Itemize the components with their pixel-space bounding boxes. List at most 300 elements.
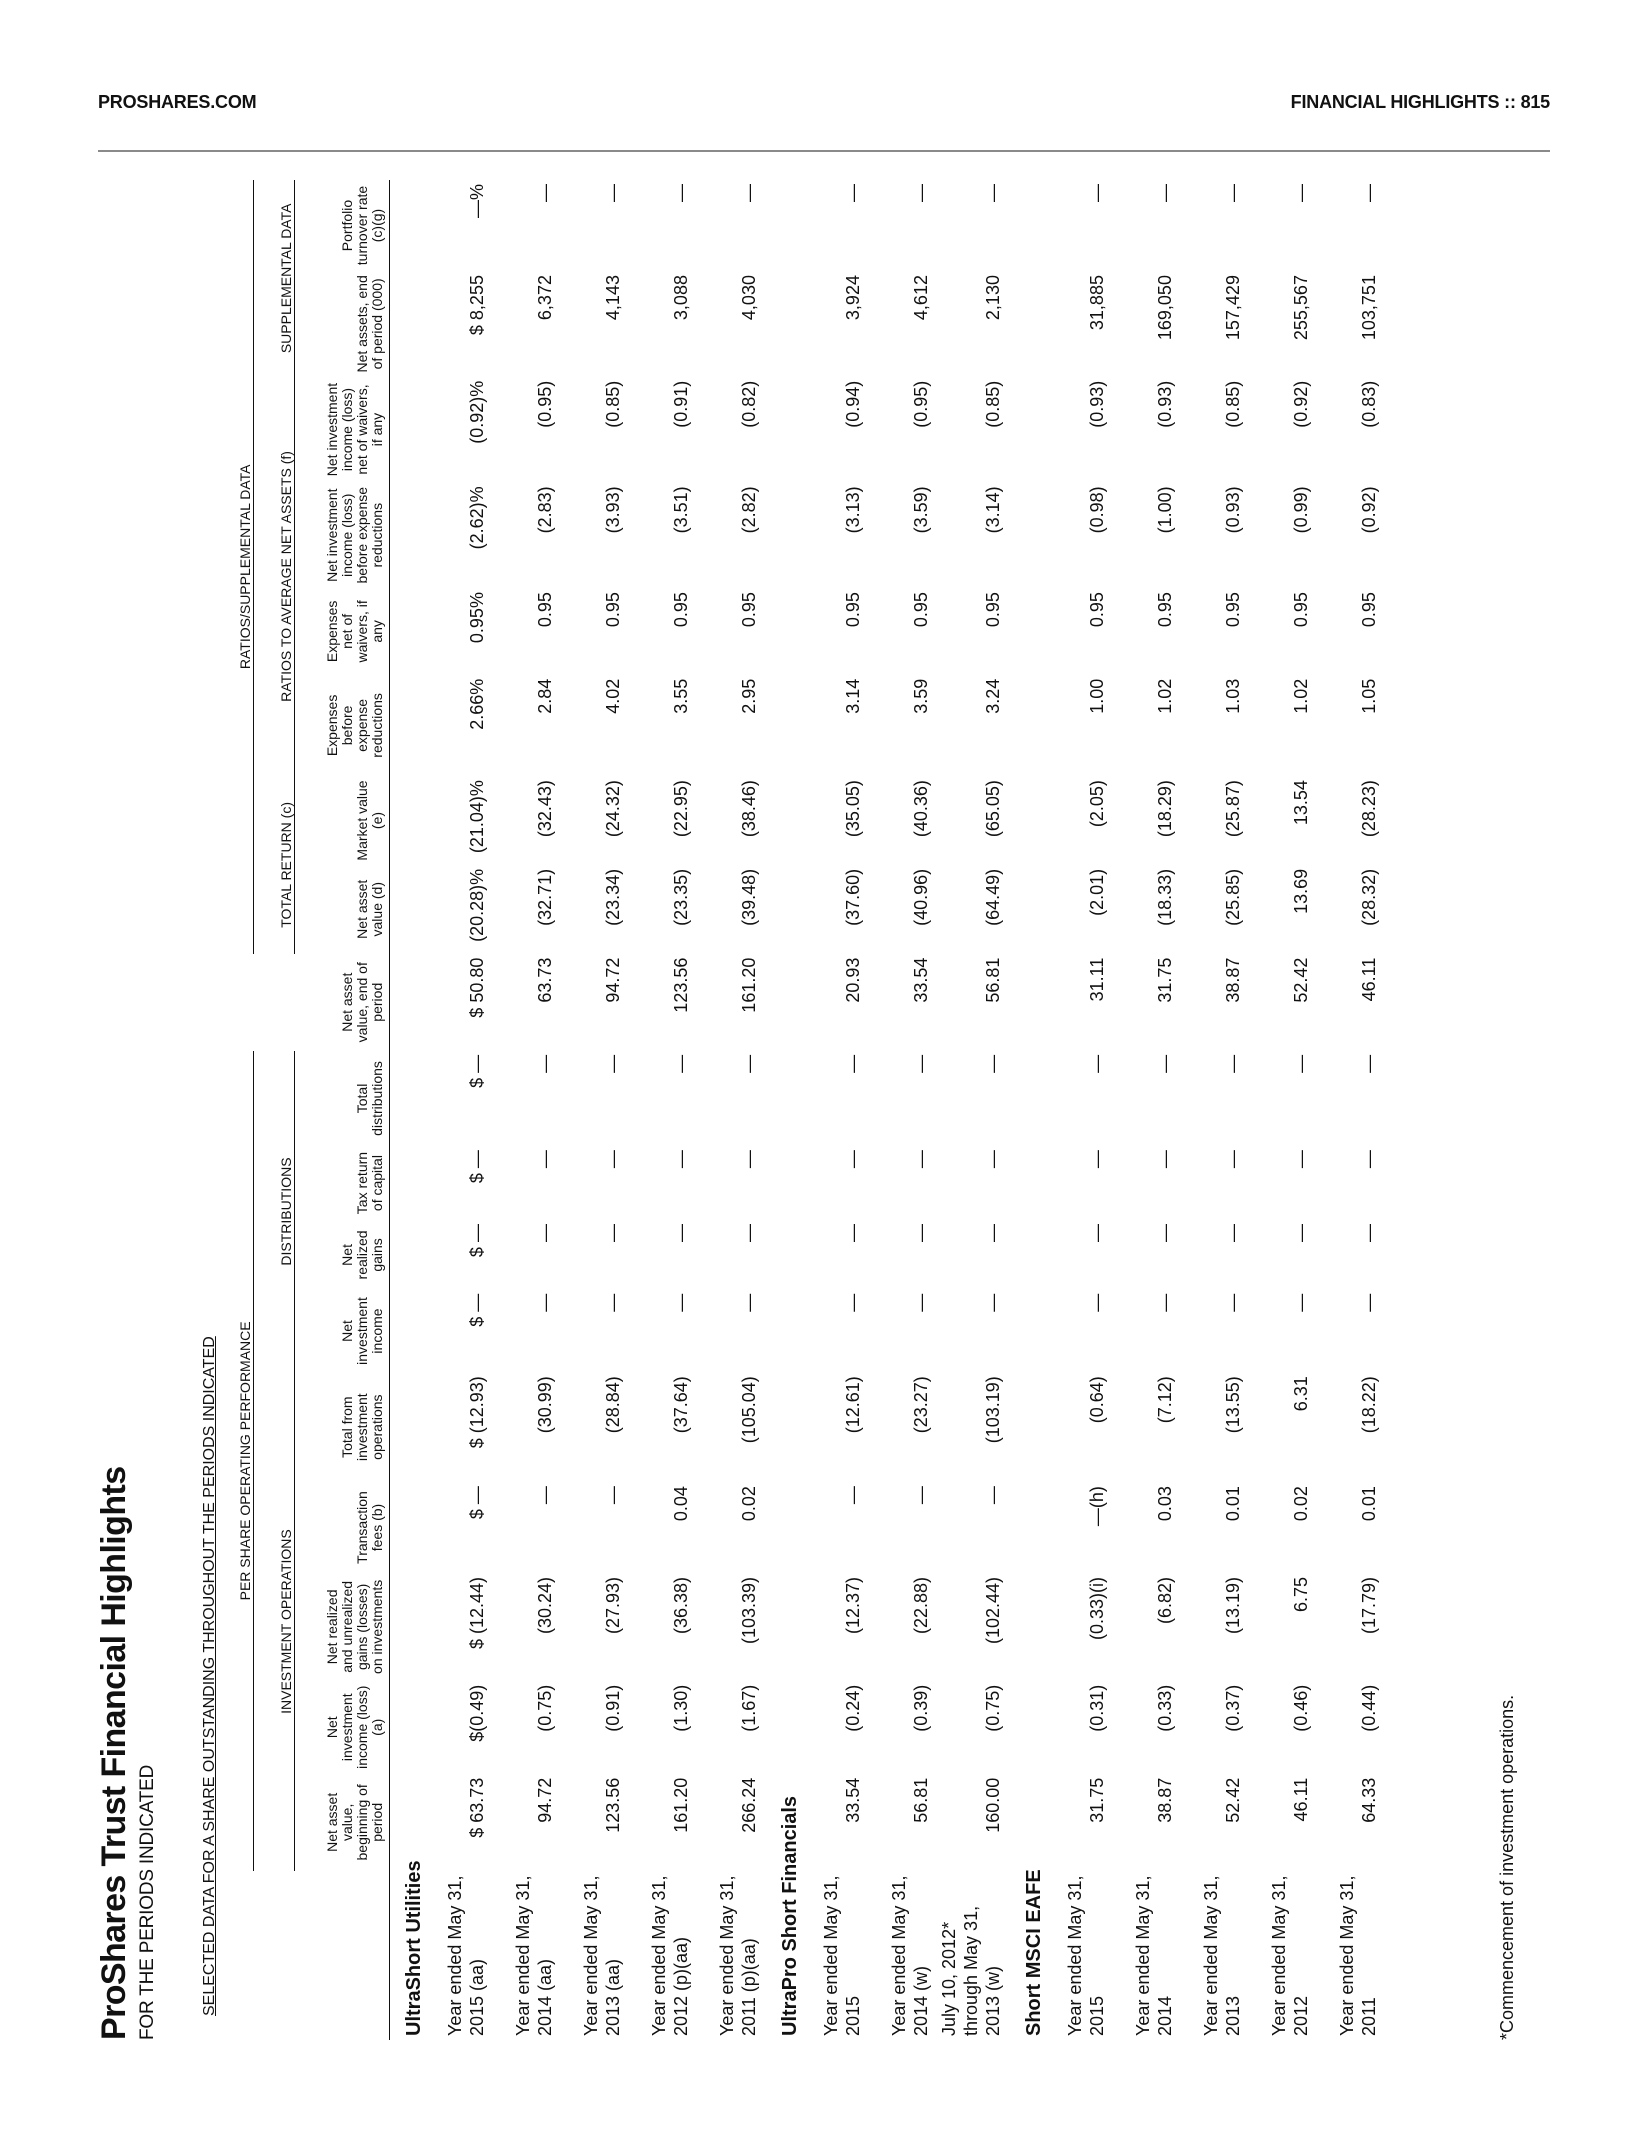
table-cell: — xyxy=(911,1224,931,1243)
table-cell: — xyxy=(843,1054,863,1073)
table-cell: — xyxy=(671,1293,691,1312)
table-cell: 0.95 xyxy=(1359,592,1379,628)
table-cell: — xyxy=(1087,1224,1107,1243)
table-cell: — xyxy=(843,1150,863,1169)
table-cell: 0.04 xyxy=(671,1486,691,1522)
table-cell: 123.56 xyxy=(603,1777,623,1833)
table-cell: — xyxy=(1155,1224,1175,1243)
table-cell: 33.54 xyxy=(911,957,931,1003)
table-cell: — xyxy=(911,1054,931,1073)
table-cell: (3.51) xyxy=(671,486,691,534)
table-cell: (0.91) xyxy=(603,1684,623,1732)
table-cell: 0.95 xyxy=(671,592,691,628)
period-label: Year ended May 31, 2014 xyxy=(1133,1875,1175,2036)
table-cell: (6.82) xyxy=(1155,1576,1175,1624)
col-header-net-assets: Net assets, end of period (000) xyxy=(295,271,390,377)
table-cell: — xyxy=(1087,1150,1107,1169)
table-cell: (64.49) xyxy=(983,868,1003,926)
table-cell: (12.61) xyxy=(843,1376,863,1434)
table-cell: 13.54 xyxy=(1291,780,1311,826)
table-cell: (0.93) xyxy=(1223,486,1243,534)
table-cell: 1.00 xyxy=(1087,678,1107,714)
table-cell: — xyxy=(1223,1224,1243,1243)
table-cell: — xyxy=(843,184,863,202)
table-cell: — xyxy=(739,1293,759,1312)
period-label: July 10, 2012* through May 31, 2013 (w) xyxy=(939,1905,1003,2036)
table-cell: 123.56 xyxy=(671,957,691,1013)
table-cell: — xyxy=(739,184,759,202)
table-cell: (0.94) xyxy=(843,380,863,428)
table-cell: — xyxy=(1155,1150,1175,1169)
table-cell: 31.75 xyxy=(1087,1777,1107,1823)
period-label: Year ended May 31, 2012 (p)(aa) xyxy=(649,1875,691,2036)
table-cell: 20.93 xyxy=(843,957,863,1003)
table-cell: — xyxy=(1291,1054,1311,1073)
table-row xyxy=(494,180,562,2040)
table-cell: 31,885 xyxy=(1087,275,1107,331)
table-cell: — xyxy=(671,1224,691,1243)
table-cell: (3.93) xyxy=(603,486,623,534)
table-cell: (0.98) xyxy=(1087,486,1107,534)
table-cell: 0.95 xyxy=(983,592,1003,628)
table-cell: — xyxy=(843,1486,863,1505)
table-cell: (0.24) xyxy=(843,1684,863,1732)
table-cell: 38.87 xyxy=(1223,957,1243,1003)
table-cell: — xyxy=(983,184,1003,202)
table-row xyxy=(1250,180,1318,2040)
table-cell: (21.04)% xyxy=(467,780,487,854)
table-cell: (23.34) xyxy=(603,868,623,926)
table-row xyxy=(1046,180,1114,2040)
table-row xyxy=(426,180,494,2040)
table-cell: (102.44) xyxy=(983,1576,1003,1645)
table-cell: — xyxy=(983,1054,1003,1073)
table-cell: — xyxy=(843,1224,863,1243)
table-cell: (23.27) xyxy=(911,1376,931,1434)
table-cell: — xyxy=(983,1150,1003,1169)
table-cell: — xyxy=(535,1150,555,1169)
table-cell: — xyxy=(911,1486,931,1505)
table-cell: 94.72 xyxy=(535,1777,555,1823)
table-cell: $ (12.44) xyxy=(467,1576,487,1650)
table-cell: — xyxy=(535,1486,555,1505)
table-cell: 255,567 xyxy=(1291,275,1311,341)
investment-operations-group: INVESTMENT OPERATIONS xyxy=(254,1372,295,1871)
table-cell: 2,130 xyxy=(983,275,1003,321)
table-cell: $ — xyxy=(467,1150,487,1184)
table-cell: (40.36) xyxy=(911,780,931,838)
table-cell: (0.92) xyxy=(1291,380,1311,428)
table-cell: 38.87 xyxy=(1155,1777,1175,1823)
table-cell: — xyxy=(911,1150,931,1169)
table-cell: 0.95 xyxy=(603,592,623,628)
table-cell: — xyxy=(983,1486,1003,1505)
table-cell: (103.19) xyxy=(983,1376,1003,1444)
table-cell: — xyxy=(603,1150,623,1169)
table-cell: — xyxy=(1155,1293,1175,1312)
selected-data-note: SELECTED DATA FOR A SHARE OUTSTANDING THROUGHOUT THE PERIODS INDICATED xyxy=(201,1336,218,2016)
table-cell: (0.85) xyxy=(983,380,1003,428)
table-cell: $ 8,255 xyxy=(467,275,487,336)
table-cell: 3,924 xyxy=(843,275,863,321)
page-title: ProShares Trust Financial Highlights xyxy=(95,1466,133,2040)
table-cell: 0.95% xyxy=(467,592,487,644)
col-header-realized-gains: Net realized and unrealized gains (losses) on investments xyxy=(295,1573,390,1681)
col-header-tax-return: Tax return of capital xyxy=(295,1146,390,1220)
table-cell: (0.93) xyxy=(1087,380,1107,428)
table-cell: (22.95) xyxy=(671,780,691,838)
table-cell: — xyxy=(911,1293,931,1312)
table-cell: (3.13) xyxy=(843,486,863,534)
table-cell: — xyxy=(739,1150,759,1169)
table-cell: — xyxy=(603,1054,623,1073)
table-cell: 157,429 xyxy=(1223,275,1243,341)
table-cell: (0.75) xyxy=(535,1684,555,1732)
table-cell: (0.31) xyxy=(1087,1684,1107,1732)
page-header-right xyxy=(1291,92,1550,113)
per-share-group: PER SHARE OPERATING PERFORMANCE xyxy=(219,1051,254,1871)
table-cell: 13.69 xyxy=(1291,868,1311,914)
table-cell: 31.75 xyxy=(1155,957,1175,1003)
table-row xyxy=(938,180,1010,2040)
table-cell: (0.83) xyxy=(1359,380,1379,428)
table-cell: (0.46) xyxy=(1291,1684,1311,1732)
table-cell: 266.24 xyxy=(739,1777,759,1833)
period-label: Year ended May 31, 2011 xyxy=(1337,1875,1379,2036)
table-cell: 4,143 xyxy=(603,275,623,321)
header-rule xyxy=(98,150,1550,152)
table-cell: — xyxy=(1359,184,1379,202)
table-cell: (39.48) xyxy=(739,868,759,926)
table-cell: — xyxy=(1359,1224,1379,1243)
table-row xyxy=(1182,180,1250,2040)
table-cell: (22.88) xyxy=(911,1576,931,1635)
page-subtitle: FOR THE PERIODS INDICATED xyxy=(137,1764,158,2040)
table-cell: 160.00 xyxy=(983,1777,1003,1833)
table-cell: — xyxy=(843,1293,863,1312)
table-cell: (2.83) xyxy=(535,486,555,534)
table-cell: — xyxy=(671,184,691,202)
table-cell: (0.92)% xyxy=(467,380,487,444)
table-cell: (0.44) xyxy=(1359,1684,1379,1732)
footnote: *Commencement of investment operations. xyxy=(1497,1694,1517,2040)
table-row xyxy=(1114,180,1182,2040)
table-cell: — xyxy=(1087,1293,1107,1312)
table-cell: 3.55 xyxy=(671,678,691,714)
table-cell: (0.33)(i) xyxy=(1087,1576,1107,1640)
table-cell: — xyxy=(535,1224,555,1243)
table-cell: (28.23) xyxy=(1359,780,1379,838)
table-cell: 1.05 xyxy=(1359,678,1379,714)
table-cell: 63.73 xyxy=(535,957,555,1003)
col-header-dist-nii: Net investment income xyxy=(295,1290,390,1372)
col-header-dist-gains: Net realized gains xyxy=(295,1220,390,1290)
table-cell: (38.46) xyxy=(739,780,759,838)
table-cell: 1.02 xyxy=(1155,678,1175,714)
table-cell: — xyxy=(535,184,555,202)
table-cell: (0.85) xyxy=(1223,380,1243,428)
table-cell: 52.42 xyxy=(1223,1777,1243,1823)
table-cell: (3.59) xyxy=(911,486,931,534)
table-cell: 2.84 xyxy=(535,678,555,714)
table-cell: (0.75) xyxy=(983,1684,1003,1732)
table-cell: (0.64) xyxy=(1087,1376,1107,1424)
table-cell: (2.05) xyxy=(1087,780,1107,828)
table-cell: — xyxy=(983,1224,1003,1243)
table-cell: — xyxy=(1359,1054,1379,1073)
table-cell: (0.95) xyxy=(535,380,555,428)
fund-name: UltraShort Utilities xyxy=(403,1860,425,2036)
table-cell: — xyxy=(603,1486,623,1505)
table-row xyxy=(802,180,870,2040)
table-cell: (103.39) xyxy=(739,1576,759,1645)
table-cell: (24.32) xyxy=(603,780,623,838)
page-number: 815 xyxy=(1520,92,1550,112)
table-cell: (35.05) xyxy=(843,780,863,838)
table-cell: $ — xyxy=(467,1486,487,1520)
total-return-group: TOTAL RETURN (c) xyxy=(254,776,295,954)
period-label: Year ended May 31, 2013 (aa) xyxy=(581,1875,623,2036)
table-cell: 46.11 xyxy=(1359,957,1379,1002)
table-cell: 3.59 xyxy=(911,678,931,714)
table-cell: (25.87) xyxy=(1223,780,1243,838)
table-cell: (0.91) xyxy=(671,380,691,428)
table-row xyxy=(870,180,938,2040)
table-cell: (12.37) xyxy=(843,1576,863,1635)
table-cell: (0.95) xyxy=(911,380,931,428)
table-cell: 161.20 xyxy=(739,957,759,1013)
table-cell: (2.01) xyxy=(1087,868,1107,916)
table-cell: — xyxy=(535,1293,555,1312)
table-cell: 2.66% xyxy=(467,678,487,730)
table-cell: — xyxy=(739,1054,759,1073)
table-cell: — xyxy=(603,184,623,202)
table-cell: —(h) xyxy=(1087,1486,1107,1527)
table-cell: (2.62)% xyxy=(467,486,487,550)
table-cell: 0.95 xyxy=(1087,592,1107,628)
table-cell: — xyxy=(983,1293,1003,1312)
period-label: Year ended May 31, 2014 (aa) xyxy=(513,1875,555,2036)
table-cell: (0.33) xyxy=(1155,1684,1175,1732)
table-cell: — xyxy=(603,1224,623,1243)
table-cell: (65.05) xyxy=(983,780,1003,838)
table-cell: — xyxy=(1155,1054,1175,1073)
table-cell: 0.95 xyxy=(1291,592,1311,628)
table-cell: (2.82) xyxy=(739,486,759,534)
section-header-row xyxy=(390,180,427,2040)
table-cell: 0.01 xyxy=(1223,1486,1243,1522)
rotated-content-area xyxy=(95,160,1535,2060)
table-cell: (32.43) xyxy=(535,780,555,838)
section-name: FINANCIAL HIGHLIGHTS xyxy=(1290,92,1500,112)
period-label: Year ended May 31, 2014 (w) xyxy=(889,1875,931,2036)
supplemental-group: SUPPLEMENTAL DATA xyxy=(254,180,295,377)
table-cell: (1.00) xyxy=(1155,486,1175,534)
table-cell: — xyxy=(1223,1150,1243,1169)
table-cell: (105.04) xyxy=(739,1376,759,1444)
table-cell: (0.93) xyxy=(1155,380,1175,428)
table-cell: (40.96) xyxy=(911,868,931,926)
distributions-group: DISTRIBUTIONS xyxy=(254,1051,295,1372)
table-row xyxy=(1318,180,1386,2040)
table-cell: 0.01 xyxy=(1359,1486,1379,1522)
table-cell: (1.67) xyxy=(739,1684,759,1732)
table-cell: (28.32) xyxy=(1359,868,1379,926)
table-cell: 0.95 xyxy=(911,592,931,628)
table-cell: 56.81 xyxy=(911,1777,931,1823)
ratios-supplemental-group: RATIOS/SUPPLEMENTAL DATA xyxy=(219,180,254,954)
table-cell: 33.54 xyxy=(843,1777,863,1823)
table-cell: — xyxy=(1087,184,1107,202)
table-cell: 4,030 xyxy=(739,275,759,321)
table-row xyxy=(698,180,766,2040)
table-cell: (30.99) xyxy=(535,1376,555,1434)
table-cell: (37.64) xyxy=(671,1376,691,1434)
table-row xyxy=(562,180,630,2040)
table-cell: (0.99) xyxy=(1291,486,1311,534)
table-cell: 169,050 xyxy=(1155,275,1175,341)
period-label: Year ended May 31, 2015 xyxy=(1065,1875,1107,2036)
col-header-return-market: Market value (e) xyxy=(295,776,390,865)
table-cell: (0.39) xyxy=(911,1684,931,1732)
table-cell: — xyxy=(1223,184,1243,202)
table-cell: (18.33) xyxy=(1155,868,1175,926)
table-cell: 56.81 xyxy=(983,957,1003,1003)
table-row xyxy=(630,180,698,2040)
table-cell: 0.02 xyxy=(1291,1486,1311,1522)
table-cell: (36.38) xyxy=(671,1576,691,1635)
col-header-nii-before: Net investment income (loss) before expense reductions xyxy=(295,482,390,588)
table-cell: — xyxy=(1223,1054,1243,1073)
table-cell: 0.95 xyxy=(1223,592,1243,628)
table-cell: $ — xyxy=(467,1293,487,1327)
section-header-row xyxy=(766,180,802,2040)
table-cell: (30.24) xyxy=(535,1576,555,1635)
table-cell: (3.14) xyxy=(983,486,1003,534)
table-cell: (20.28)% xyxy=(467,868,487,942)
table-cell: (32.71) xyxy=(535,868,555,926)
table-cell: — xyxy=(1155,184,1175,202)
site-name: PROSHARES.COM xyxy=(98,92,257,112)
table-cell: 64.33 xyxy=(1359,1777,1379,1823)
table-cell: 6,372 xyxy=(535,275,555,321)
fund-name: UltraPro Short Financials xyxy=(779,1795,801,2036)
period-label: Year ended May 31, 2013 xyxy=(1201,1875,1243,2036)
table-cell: 94.72 xyxy=(603,957,623,1003)
table-cell: $ 50.80 xyxy=(467,957,487,1018)
col-header-expenses-before: Expenses before expense reductions xyxy=(295,675,390,776)
table-cell: —% xyxy=(467,184,487,219)
col-header-period xyxy=(295,1871,390,2040)
period-label: Year ended May 31, 2015 xyxy=(821,1875,863,2036)
period-label: Year ended May 31, 2011 (p)(aa) xyxy=(717,1875,759,2036)
table-cell: — xyxy=(1291,1293,1311,1312)
col-header-nii-net: Net investment income (loss) net of waivers, if any xyxy=(295,377,390,483)
col-header-nav-end: Net asset value, end of period xyxy=(295,954,390,1051)
table-cell: (13.19) xyxy=(1223,1576,1243,1635)
col-header-transaction-fees: Transaction fees (b) xyxy=(295,1482,390,1573)
col-header-nii: Net investment income (loss) (a) xyxy=(295,1681,390,1774)
table-cell: (27.93) xyxy=(603,1576,623,1635)
rotated-page xyxy=(95,160,1535,2060)
table-cell: (13.55) xyxy=(1223,1376,1243,1434)
table-cell: 52.42 xyxy=(1291,957,1311,1003)
table-cell: — xyxy=(671,1054,691,1073)
table-cell: 3.24 xyxy=(983,678,1003,714)
table-cell: (18.22) xyxy=(1359,1376,1379,1434)
table-cell: (0.37) xyxy=(1223,1684,1243,1732)
col-header-total-dist: Total distributions xyxy=(295,1051,390,1146)
table-body xyxy=(390,180,1387,2040)
table-cell: (25.85) xyxy=(1223,868,1243,926)
table-cell: — xyxy=(1223,1293,1243,1312)
financial-highlights-table xyxy=(175,180,1386,2040)
table-cell: — xyxy=(1291,1150,1311,1169)
table-cell: (17.79) xyxy=(1359,1576,1379,1635)
table-cell: $(0.49) xyxy=(467,1684,487,1742)
table-cell: 161.20 xyxy=(671,1777,691,1833)
table-cell: — xyxy=(671,1150,691,1169)
table-cell: 0.03 xyxy=(1155,1486,1175,1522)
table-cell: 6.31 xyxy=(1291,1376,1311,1412)
fund-name: Short MSCI EAFE xyxy=(1023,1869,1045,2036)
table-cell: $ — xyxy=(467,1054,487,1088)
ratios-avg-group: RATIOS TO AVERAGE NET ASSETS (f) xyxy=(254,377,295,776)
table-cell: 3.14 xyxy=(843,678,863,714)
section-header-row xyxy=(1010,180,1046,2040)
col-header-expenses-net: Expenses net of waivers, if any xyxy=(295,588,390,675)
table-cell: (0.82) xyxy=(739,380,759,428)
table-cell: (1.30) xyxy=(671,1684,691,1732)
period-label: Year ended May 31, 2015 (aa) xyxy=(445,1875,487,2036)
table-cell: — xyxy=(535,1054,555,1073)
table-cell: (7.12) xyxy=(1155,1376,1175,1424)
table-cell: $ — xyxy=(467,1224,487,1258)
col-header-return-nav: Net asset value (d) xyxy=(295,865,390,954)
table-cell: (0.85) xyxy=(603,380,623,428)
table-cell: $ (12.93) xyxy=(467,1376,487,1449)
table-cell: 3,088 xyxy=(671,275,691,321)
col-header-total-operations: Total from investment operations xyxy=(295,1372,390,1482)
table-cell: 4,612 xyxy=(911,275,931,321)
table-cell: — xyxy=(1359,1150,1379,1169)
col-header-turnover: Portfolio turnover rate (c)(g) xyxy=(295,180,390,271)
table-cell: — xyxy=(603,1293,623,1312)
table-cell: 0.95 xyxy=(1155,592,1175,628)
table-cell: (18.29) xyxy=(1155,780,1175,838)
table-cell: 1.03 xyxy=(1223,678,1243,714)
table-cell: — xyxy=(1359,1293,1379,1312)
table-cell: 0.95 xyxy=(535,592,555,628)
col-header-nav-begin: Net asset value, beginning of period xyxy=(295,1774,390,1871)
table-cell: — xyxy=(911,184,931,202)
table-cell: 0.95 xyxy=(739,592,759,628)
table-cell: 4.02 xyxy=(603,678,623,714)
table-cell: 1.02 xyxy=(1291,678,1311,714)
table-cell: — xyxy=(1291,184,1311,202)
table-cell: — xyxy=(1087,1054,1107,1073)
table-cell: 6.75 xyxy=(1291,1576,1311,1613)
table-cell: — xyxy=(739,1224,759,1243)
table-cell: 31.11 xyxy=(1087,957,1107,1002)
table-cell: $ 63.73 xyxy=(467,1777,487,1838)
header-separator: :: xyxy=(1504,92,1516,112)
table-cell: (23.35) xyxy=(671,868,691,926)
table-cell: 0.02 xyxy=(739,1486,759,1522)
table-cell: (28.84) xyxy=(603,1376,623,1434)
table-cell: 2.95 xyxy=(739,678,759,714)
table-cell: — xyxy=(1291,1224,1311,1243)
